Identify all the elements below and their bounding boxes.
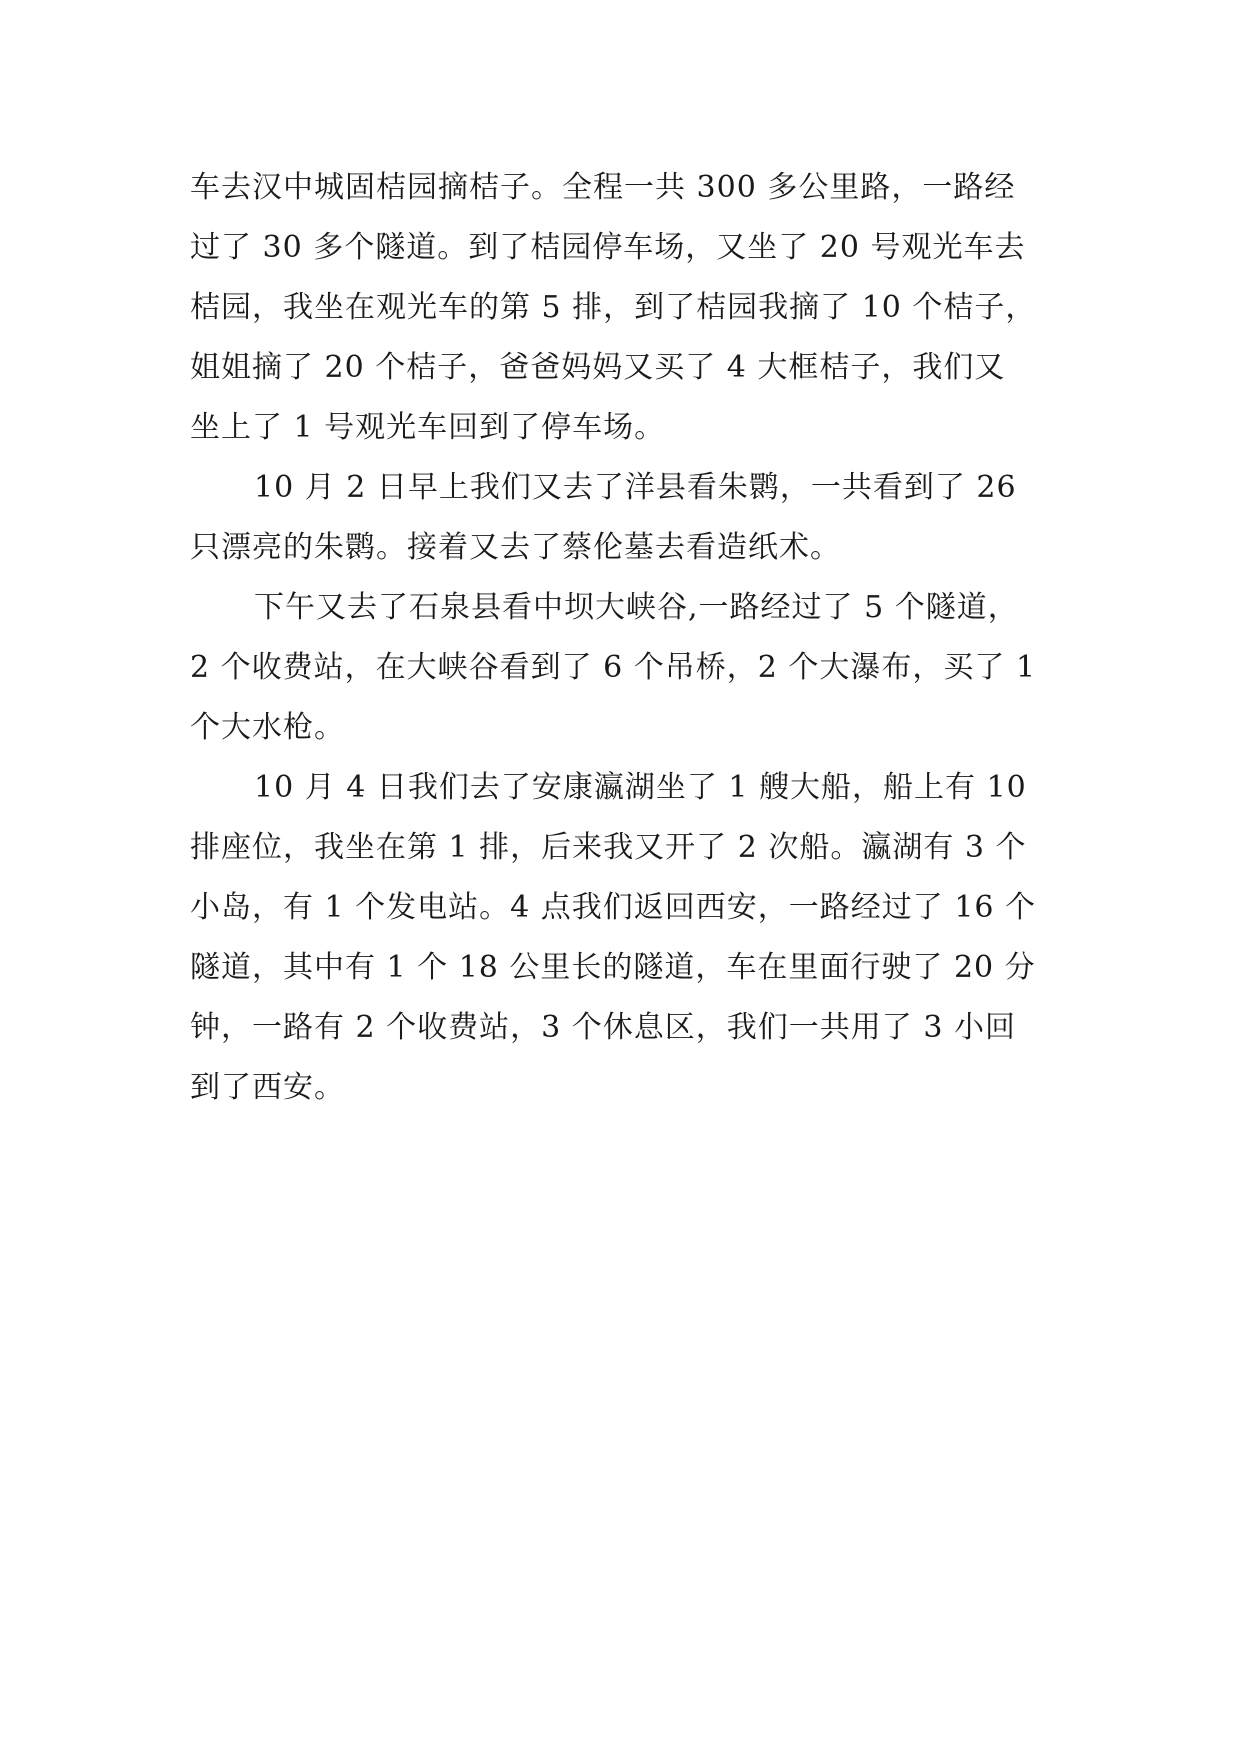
paragraph-start-line: 10 月 4 日我们去了安康瀛湖坐了 1 艘大船，船上有 10 bbox=[254, 770, 1027, 805]
text-line: 桔园，我坐在观光车的第 5 排，到了桔园我摘了 10 个桔子， bbox=[190, 290, 1037, 325]
text-line: 2 个收费站，在大峡谷看到了 6 个吊桥，2 个大瀑布，买了 1 bbox=[190, 650, 1037, 685]
text-line: 排座位，我坐在第 1 排，后来我又开了 2 次船。瀛湖有 3 个 bbox=[190, 830, 1027, 865]
paragraph-start-line: 下午又去了石泉县看中坝大峡谷,一路经过了 5 个隧道， bbox=[254, 590, 1019, 625]
document-body bbox=[190, 158, 1070, 1118]
text-line: 过了 30 多个隧道。到了桔园停车场，又坐了 20 号观光车去 bbox=[190, 230, 1026, 265]
text-line: 坐上了 1 号观光车回到了停车场。 bbox=[190, 410, 666, 445]
paragraph-start-line: 10 月 2 日早上我们又去了洋县看朱鹮，一共看到了 26 bbox=[254, 470, 1017, 505]
text-line: 车去汉中城固桔园摘桔子。全程一共 300 多公里路，一路经 bbox=[190, 170, 1016, 205]
text-line: 只漂亮的朱鹮。接着又去了蔡伦墓去看造纸术。 bbox=[190, 530, 841, 565]
text-line: 钟，一路有 2 个收费站，3 个休息区，我们一共用了 3 小回 bbox=[190, 1010, 1016, 1045]
text-line: 到了西安。 bbox=[190, 1070, 345, 1105]
text-line: 小岛，有 1 个发电站。4 点我们返回西安，一路经过了 16 个 bbox=[190, 890, 1037, 925]
text-line: 隧道，其中有 1 个 18 公里长的隧道，车在里面行驶了 20 分 bbox=[190, 950, 1036, 985]
text-line: 姐姐摘了 20 个桔子，爸爸妈妈又买了 4 大框桔子，我们又 bbox=[190, 350, 1006, 385]
text-line: 个大水枪。 bbox=[190, 710, 345, 745]
